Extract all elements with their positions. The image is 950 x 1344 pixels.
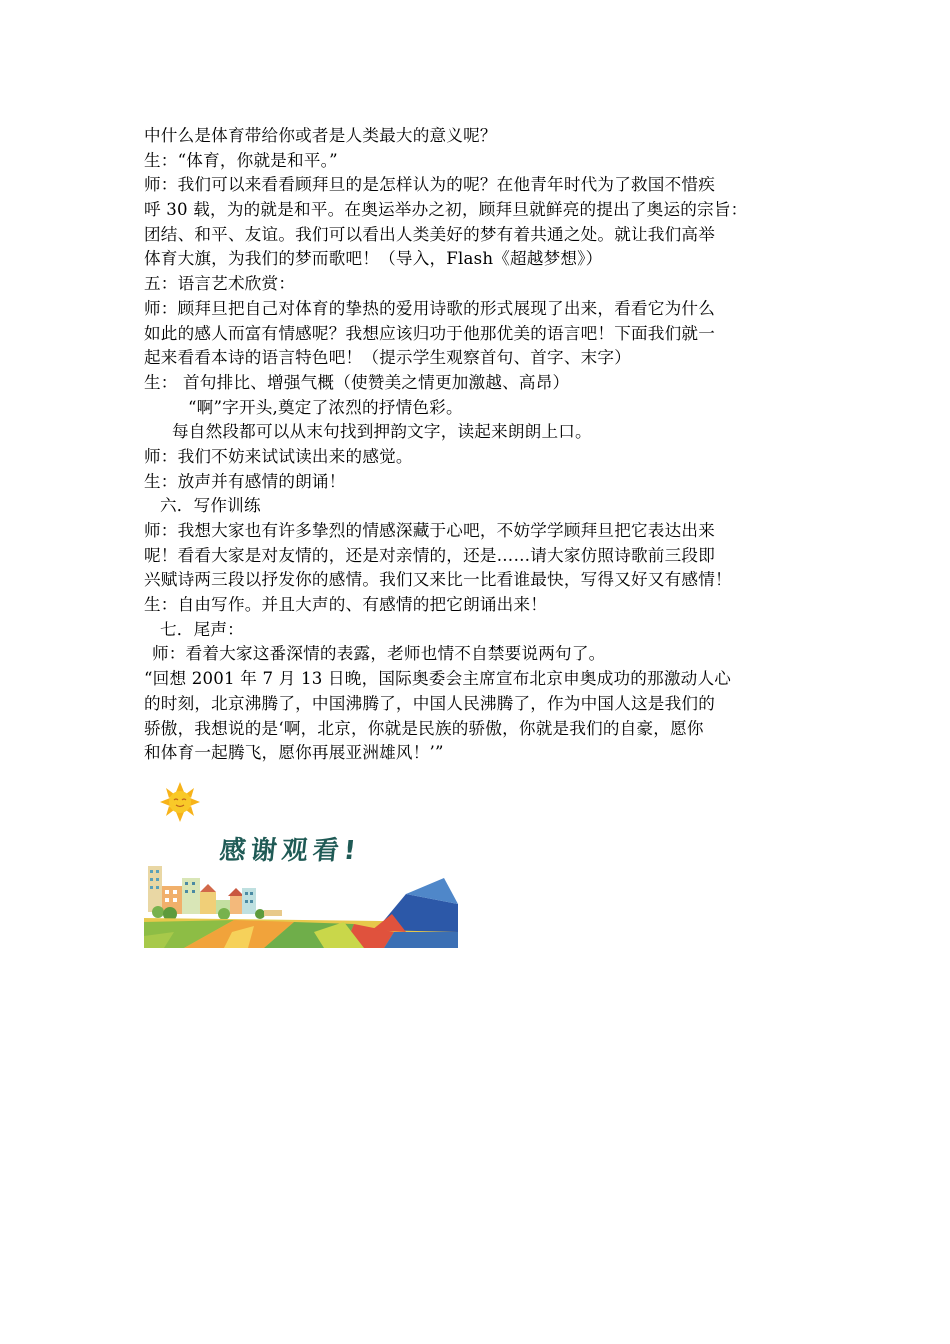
document-body xyxy=(144,124,812,766)
text-line: 师：看着大家这番深情的表露，老师也情不自禁要说两句了。 xyxy=(152,644,606,664)
text-line: 呢！看看大家是对友情的，还是对亲情的，还是……请大家仿照诗歌前三段即 xyxy=(144,545,715,565)
text-line: 师：我们可以来看看顾拜旦的是怎样认为的呢？在他青年时代为了救国不惜疾 xyxy=(144,175,715,195)
text-line: 中什么是体育带给你或者是人类最大的意义呢？ xyxy=(144,126,497,145)
text-line: 生：放声并有感情的朗诵！ xyxy=(144,471,346,491)
text-line: 团结、和平、友谊。我们可以看出人类美好的梦有着共通之处。就让我们高举 xyxy=(144,224,715,244)
text-line: 五：语言艺术欣赏： xyxy=(144,274,296,294)
text-line: 生：自由写作。并且大声的、有感情的把它朗诵出来！ xyxy=(144,595,548,615)
text-line: 兴赋诗两三段以抒发你的感情。我们又来比一比看谁最快，写得又好又有感情！ xyxy=(144,570,732,590)
text-line: 的时刻，北京沸腾了，中国沸腾了，中国人民沸腾了，作为中国人这是我们的 xyxy=(144,693,715,713)
text-line: 生： 首句排比、增强气概（使赞美之情更加激越、高昂） xyxy=(144,372,570,392)
text-line: “回想 2001 年 7 月 13 日晚，国际奥委会主席宣布北京申奥成功的那激动人心 xyxy=(144,669,732,689)
text-line: “啊”字开头,奠定了浓烈的抒情色彩。 xyxy=(188,397,463,417)
city-buildings-icon xyxy=(148,866,282,921)
text-line: 每自然段都可以从末句找到押韵文字，读起来朗朗上口。 xyxy=(172,422,592,442)
text-line: 生：“体育，你就是和平。” xyxy=(144,150,338,170)
text-line: 呼 30 载，为的就是和平。在奥运举办之初，顾拜旦就鲜亮的提出了奥运的宗旨： xyxy=(144,200,748,220)
text-line: 六．写作训练 xyxy=(160,496,261,516)
text-line: 师：我们不妨来试试读出来的感觉。 xyxy=(144,446,413,466)
text-line: 和体育一起腾飞，愿你再展亚洲雄风！’” xyxy=(144,743,444,763)
text-line: 师：我想大家也有许多挚烈的情感深藏于心吧，不妨学学顾拜旦把它表达出来 xyxy=(144,521,715,540)
text-line: 师：顾拜旦把自己对体育的挚热的爱用诗歌的形式展现了出来，看看它为什么 xyxy=(144,298,715,318)
text-line: 如此的感人而富有情感呢？我想应该归功于他那优美的语言吧！下面我们就一 xyxy=(144,323,715,343)
thanks-for-watching-title: 感谢观看! xyxy=(218,836,363,866)
text-line: 体育大旗，为我们的梦而歌吧！（导入，Flash《超越梦想》） xyxy=(144,249,603,269)
text-line: 骄傲，我想说的是‘啊，北京，你就是民族的骄傲，你就是我们的自豪，愿你 xyxy=(144,718,704,738)
text-line: 七．尾声： xyxy=(160,619,244,639)
text-line: 起来看看本诗的语言特色吧！（提示学生观察首句、首字、末字） xyxy=(144,348,632,368)
sun-icon xyxy=(160,782,200,822)
